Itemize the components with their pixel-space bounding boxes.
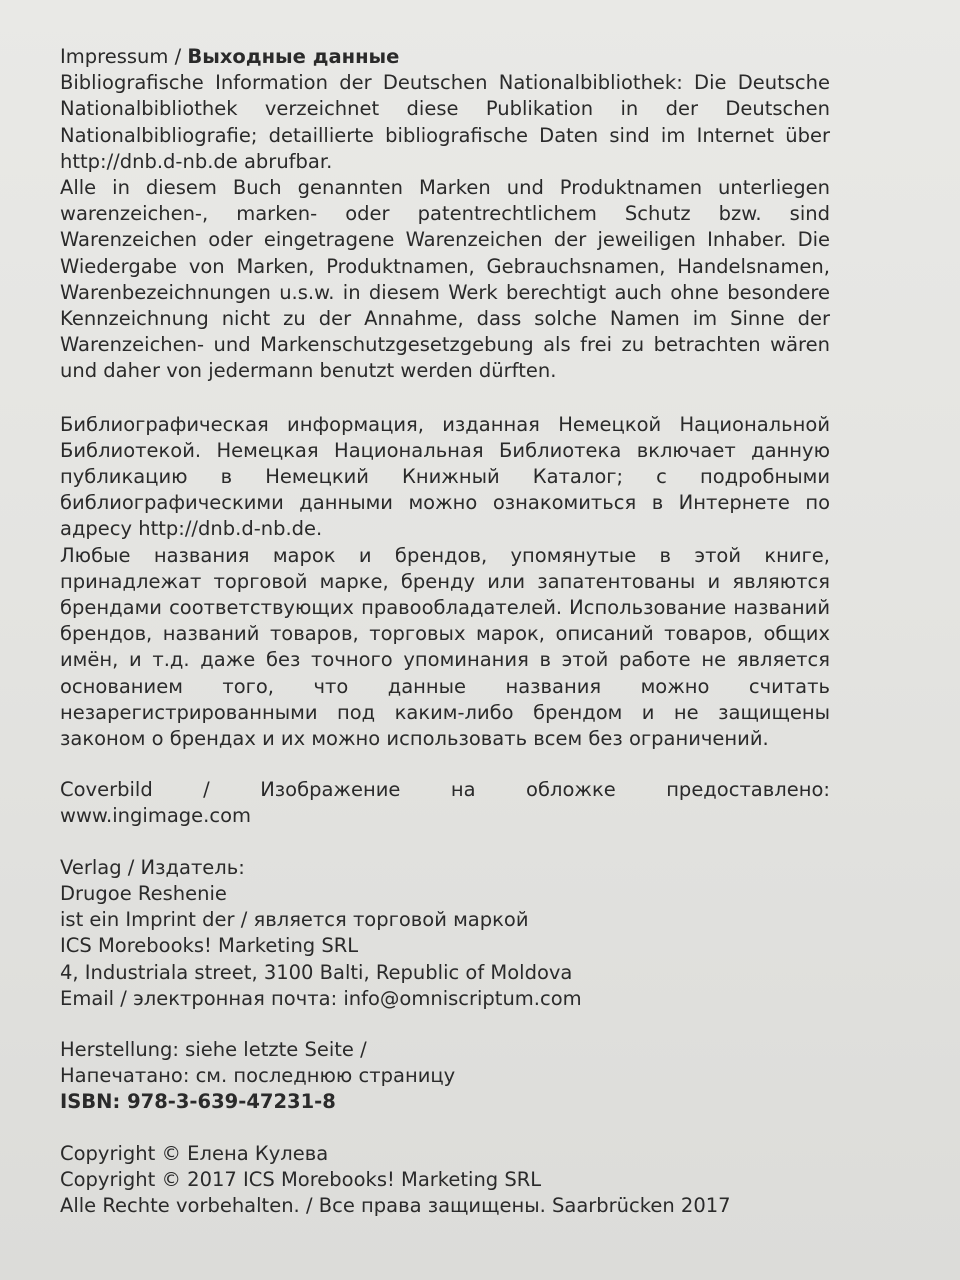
publisher-company: ICS Morebooks! Marketing SRL [60, 934, 359, 958]
cover-credit [60, 777, 830, 829]
publisher-imprint: ist ein Imprint der / является торговой маркой [60, 908, 529, 932]
production-ru: Напечатано: см. последнюю страницу [60, 1064, 456, 1088]
cover-word: / [203, 778, 210, 802]
copyright-author: Copyright © Елена Кулева [60, 1141, 329, 1165]
publisher-name: Drugoe Reshenie [60, 881, 227, 905]
heading-ru: Выходные данные [187, 45, 400, 68]
copyright-rights: Alle Rechte vorbehalten. / Все права защищены. Saarbrücken 2017 [60, 1193, 731, 1217]
imprint-page [60, 44, 830, 1219]
publisher-block [60, 855, 830, 1012]
cover-word: предоставлено: [666, 778, 830, 802]
imprint-heading [60, 44, 830, 70]
copyright-block [60, 1141, 830, 1220]
cover-word: обложке [526, 778, 616, 802]
production-de: Herstellung: siehe letzte Seite / [60, 1037, 367, 1061]
cover-word: Coverbild [60, 778, 153, 802]
isbn: ISBN: 978-3-639-47231-8 [60, 1090, 336, 1114]
heading-de: Impressum / [60, 45, 182, 68]
cover-credit-line [60, 777, 830, 803]
ru-marks-paragraph: Любые названия марок и брендов, упомянутые в этой книге, принадлежат торговой марке, бренду или запатентованы и являются брендами соответствующих правообладателей. Использование названий брендов, названий товаров, торговых марок, описаний товаров, общих имён, и т.д. даже без точного упоминания в этой работе не является основанием того, что данные названия можно считать незарегистрированными под каким-либо брендом и не защищены законом о брендах и их можно использовать всем без ограничений. [60, 543, 830, 751]
publisher-label: Verlag / Издатель: [60, 855, 245, 879]
ru-biblio-paragraph: Библиографическая информация, изданная Немецкой Национальной Библиотекой. Немецкая Национальная Библиотека включает данную публикацию в Немецкий Книжный Каталог; с подробными библиографическими данными можно ознакомиться в Интернете по адресу http://dnb.d-nb.de. [60, 412, 830, 541]
copyright-company: Copyright © 2017 ICS Morebooks! Marketing SRL [60, 1167, 542, 1191]
cover-word: на [450, 778, 476, 802]
publisher-email: Email / электронная почта: info@omniscriptum.com [60, 986, 582, 1010]
cover-word: Изображение [260, 778, 401, 802]
de-biblio-paragraph: Bibliografische Information der Deutschen Nationalbibliothek: Die Deutsche Nationalbibliothek verzeichnet diese Publikation in der Deutschen Nationalbibliografie; detaillierte bibliografische Daten sind im Internet über http://dnb.d-nb.de abrufbar. [60, 71, 830, 173]
production-block [60, 1037, 830, 1116]
cover-credit-url: www.ingimage.com [60, 804, 251, 828]
de-marks-paragraph: Alle in diesem Buch genannten Marken und Produktnamen unterliegen warenzeichen-, marken- oder patentrechtlichem Schutz bzw. sind Warenzeichen oder eingetragene Warenzeichen der jeweiligen Inhaber. Die Wiedergabe von Marken, Produktnamen, Gebrauchsnamen, Handelsnamen, Warenbezeichnungen u.s.w. in diesem Werk berechtigt auch ohne besondere Kennzeichnung nicht zu der Annahme, dass solche Namen im Sinne der Warenzeichen- und Markenschutzgesetzgebung als frei zu betrachten wären und daher von jedermann benutzt werden dürften. [60, 176, 830, 383]
publisher-address: 4, Industriala street, 3100 Balti, Republic of Moldova [60, 960, 573, 984]
